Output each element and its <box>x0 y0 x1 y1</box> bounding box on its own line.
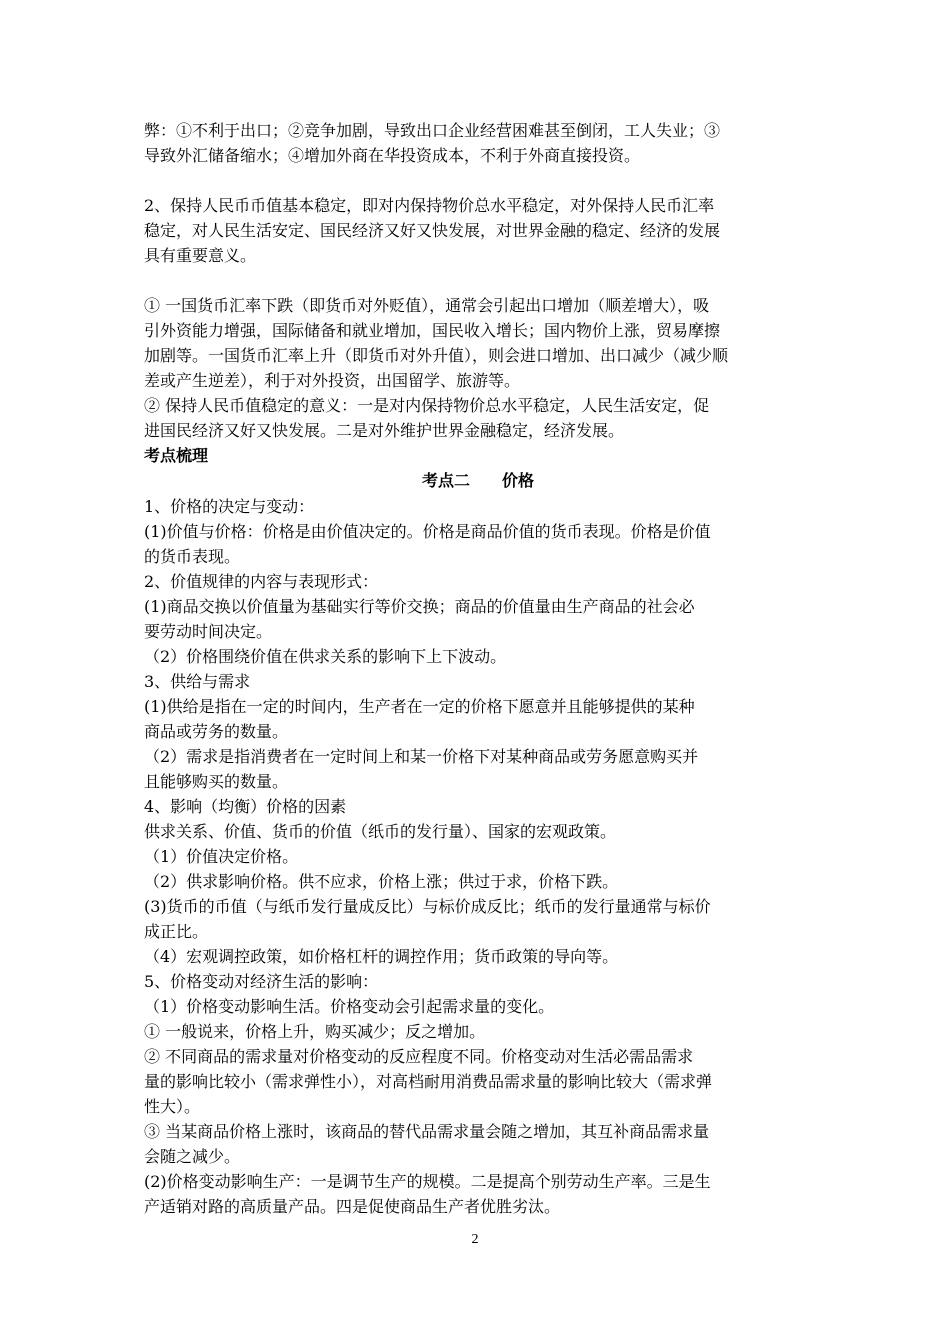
text-line: 4、影响（均衡）价格的因素 <box>144 797 347 816</box>
text-line: ② 不同商品的需求量对价格变动的反应程度不同。价格变动对生活必需品需求 <box>144 1047 694 1066</box>
text-line: （2）供求影响价格。供不应求，价格上涨；供过于求，价格下跌。 <box>144 872 619 891</box>
document-page <box>144 118 812 1219</box>
text-line: 成正比。 <box>144 922 209 941</box>
text-line: （2）需求是指消费者在一定时间上和某一价格下对某种商品或劳务愿意购买并 <box>144 747 699 766</box>
text-line: （4）宏观调控政策，如价格杠杆的调控作用；货币政策的导向等。 <box>144 947 619 966</box>
paragraph-price <box>144 494 812 1219</box>
text-line: 商品或劳务的数量。 <box>144 722 289 741</box>
text-line: 导致外汇储备缩水；④增加外商在华投资成本，不利于外商直接投资。 <box>144 146 641 165</box>
text-line: ① 一国货币汇率下跌（即货币对外贬值），通常会引起出口增加（顺差增大），吸 <box>144 296 710 315</box>
text-line: ① 一般说来，价格上升，购买减少；反之增加。 <box>144 1022 486 1041</box>
text-line: 差或产生逆差），利于对外投资，出国留学、旅游等。 <box>144 371 521 390</box>
text-line: 进国民经济又好又快发展。二是对外维护世界金融稳定，经济发展。 <box>144 421 625 440</box>
text-line: 加剧等。一国货币汇率上升（即货币对外升值），则会进口增加、出口减少（减少顺 <box>144 346 729 365</box>
paragraph-exchange-disadvantages <box>144 118 812 168</box>
text-line: 的货币表现。 <box>144 547 241 566</box>
spacer <box>144 168 812 193</box>
text-line: （2）价格围绕价值在供求关系的影响下上下波动。 <box>144 647 507 666</box>
spacer <box>144 268 812 293</box>
text-line: ③ 当某商品价格上涨时，该商品的替代品需求量会随之增加，其互补商品需求量 <box>144 1122 710 1141</box>
text-line: (1)价值与价格：价格是由价值决定的。价格是商品价值的货币表现。价格是价值 <box>144 522 711 541</box>
section-heading: 考点梳理 <box>144 446 209 465</box>
text-line: 性大）。 <box>144 1097 201 1116</box>
page-number: 2 <box>471 1232 479 1247</box>
paragraph-rmb-stability <box>144 193 812 268</box>
text-line: （1）价格变动影响生活。价格变动会引起需求量的变化。 <box>144 997 555 1016</box>
text-line: 5、价格变动对经济生活的影响： <box>144 972 379 991</box>
text-line: （1）价值决定价格。 <box>144 847 299 866</box>
text-line: 2、保持人民币币值基本稳定，即对内保持物价总水平稳定，对外保持人民币汇率 <box>144 196 715 215</box>
text-line: 且能够购买的数量。 <box>144 772 289 791</box>
text-line: (2)价格变动影响生产：一是调节生产的规模。二是提高个别劳动生产率。三是生 <box>144 1172 711 1191</box>
text-line: 引外资能力增强，国际储备和就业增加，国民收入增长；国内物价上涨，贸易摩擦 <box>144 321 721 340</box>
text-line: 3、供给与需求 <box>144 672 251 691</box>
text-line: 供求关系、价值、货币的价值（纸币的发行量）、国家的宏观政策。 <box>144 822 617 841</box>
text-line: 1、价格的决定与变动： <box>144 497 315 516</box>
text-line: ② 保持人民币值稳定的意义：一是对内保持物价总水平稳定，人民生活安定，促 <box>144 396 710 415</box>
text-line: 2、价值规律的内容与表现形式： <box>144 572 379 591</box>
paragraph-exchange-rate-effects <box>144 293 812 443</box>
text-line: 会随之减少。 <box>144 1147 241 1166</box>
text-line: (1)商品交换以价值量为基础实行等价交换；商品的价值量由生产商品的社会必 <box>144 597 695 616</box>
section-title: 考点二 价格 <box>421 471 534 490</box>
text-line: 弊：①不利于出口；②竞争加剧，导致出口企业经营困难甚至倒闭，工人失业；③ <box>144 121 721 140</box>
text-line: (3)货币的币值（与纸币发行量成反比）与标价成反比；纸币的发行量通常与标价 <box>144 897 711 916</box>
text-line: 稳定，对人民生活安定、国民经济又好又快发展，对世界金融的稳定、经济的发展 <box>144 221 721 240</box>
text-line: 产适销对路的高质量产品。四是促使商品生产者优胜劣汰。 <box>144 1197 561 1216</box>
text-line: (1)供给是指在一定的时间内，生产者在一定的价格下愿意并且能够提供的某种 <box>144 697 695 716</box>
text-line: 要劳动时间决定。 <box>144 622 273 641</box>
text-line: 具有重要意义。 <box>144 246 257 265</box>
text-line: 量的影响比较小（需求弹性小），对高档耐用消费品需求量的影响比较大（需求弹 <box>144 1072 713 1091</box>
